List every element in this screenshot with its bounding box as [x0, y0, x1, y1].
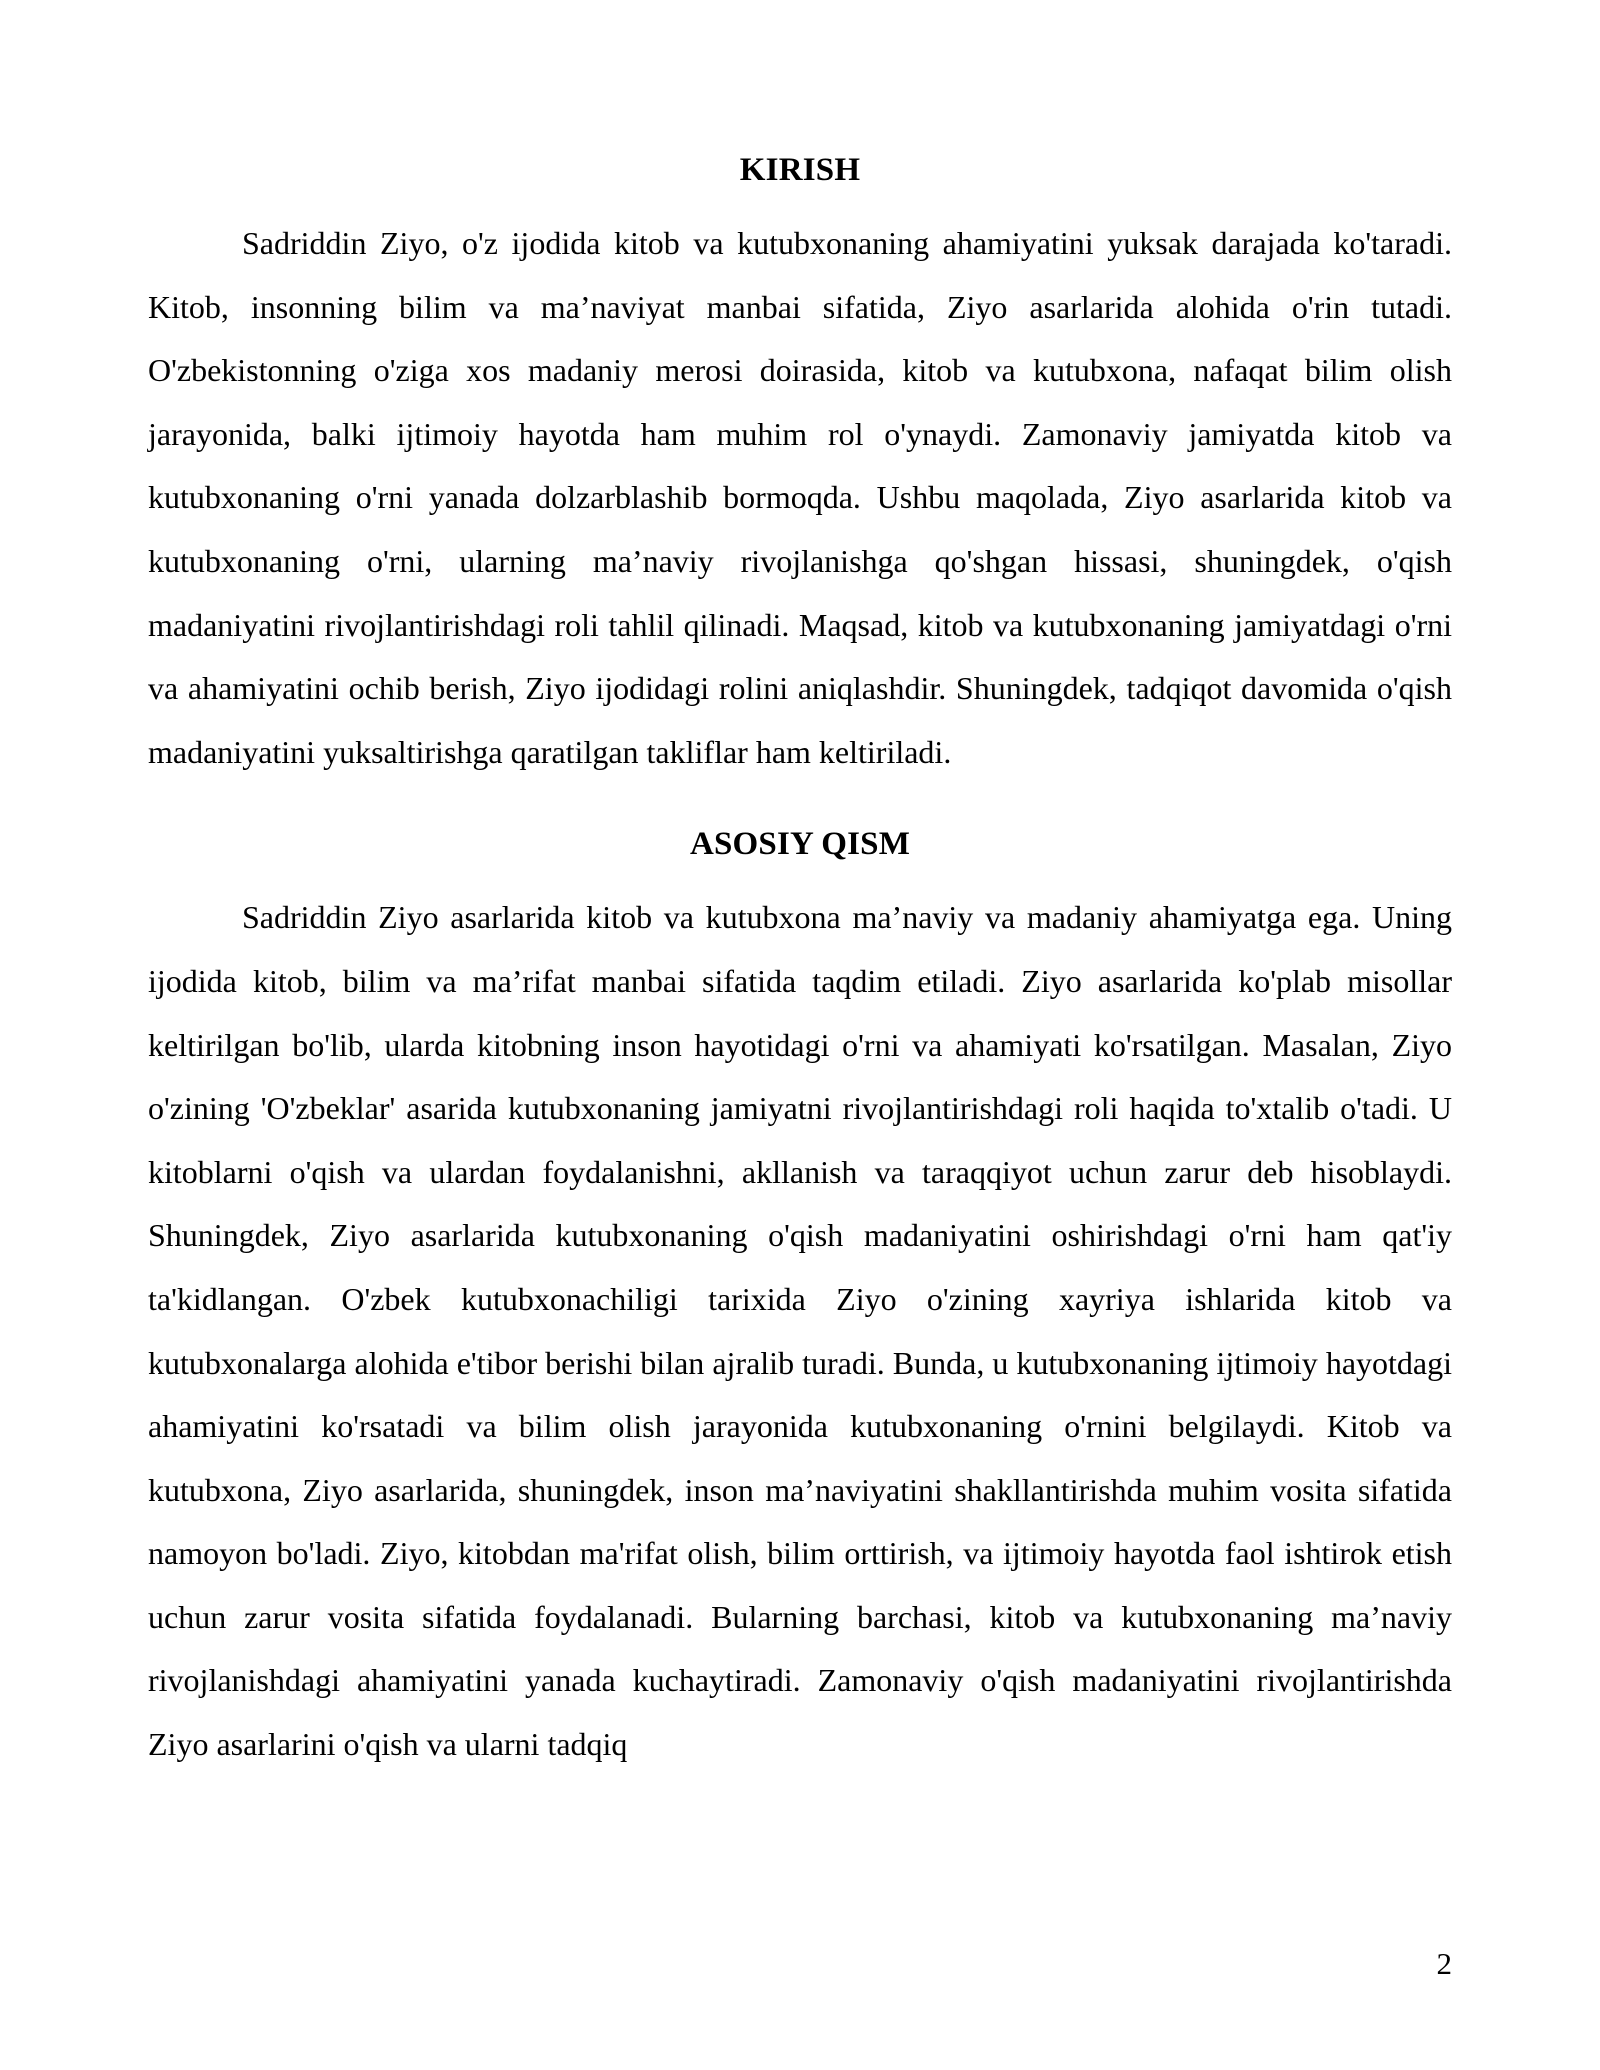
section-heading-kirish: KIRISH [739, 152, 861, 188]
document-page [148, 148, 1452, 1777]
section-heading-asosiy-qism: ASOSIY QISM [689, 826, 911, 863]
asosiy-qism-paragraph: Sadriddin Ziyo asarlarida kitob va kutubxona ma’naviy va madaniy ahamiyatga ega. Uning ijodida kitob, bilim va ma’rifat manbai sifatida taqdim etiladi. Ziyo asarlarida ko'plab misollar keltirilgan bo'lib, ularda kitobning inson hayotidagi o'rni va ahamiyati ko'rsatilgan. Masalan, Ziyo o'zining 'O'zbeklar' asarida kutubxonaning jamiyatni rivojlantirishdagi roli haqida to'xtalib o'tadi. U kitoblarni o'qish va ulardan foydalanishni, akllanish va taraqqiyot uchun zarur deb hisoblaydi. Shuningdek, Ziyo asarlarida kutubxonaning o'qish madaniyatini oshirishdagi o'rni ham qat'iy ta'kidlangan. O'zbek kutubxonachiligi tarixida Ziyo o'zining xayriya ishlarida kitob va kutubxonalarga alohida e'tibor berishi bilan ajralib turadi. Bunda, u kutubxonaning ijtimoiy hayotdagi ahamiyatini ko'rsatadi va bilim olish jarayonida kutubxonaning o'rnini belgilaydi. Kitob va kutubxona, Ziyo asarlarida, shuningdek, inson ma’naviyatini shakllantirishda muhim vosita sifatida namoyon bo'ladi. Ziyo, kitobdan ma'rifat olish, bilim orttirish, va ijtimoiy hayotda faol ishtirok etish uchun zarur vosita sifatida foydalanadi. Bularning barchasi, kitob va kutubxonaning ma’naviy rivojlanishdagi ahamiyatini yanada kuchaytiradi. Zamonaviy o'qish madaniyatini rivojlantirishda Ziyo asarlarini o'qish va ularni tadqiq [148, 899, 1452, 1763]
page-number: 2 [1436, 1946, 1452, 1981]
kirish-paragraph: Sadriddin Ziyo, o'z ijodida kitob va kutubxonaning ahamiyatini yuksak darajada ko'taradi. Kitob, insonning bilim va ma’naviyat manbai sifatida, Ziyo asarlarida alohida o'rin tutadi. O'zbekistonning o'ziga xos madaniy merosi doirasida, kitob va kutubxona, nafaqat bilim olish jarayonida, balki ijtimoiy hayotda ham muhim rol o'ynaydi. Zamonaviy jamiyatda kitob va kutubxonaning o'rni yanada dolzarblashib bormoqda. Ushbu maqolada, Ziyo asarlarida kitob va kutubxonaning o'rni, ularning ma’naviy rivojlanishga qo'shgan hissasi, shuningdek, o'qish madaniyatini rivojlantirishdagi roli tahlil qilinadi. Maqsad, kitob va kutubxonaning jamiyatdagi o'rni va ahamiyatini ochib berish, Ziyo ijodidagi rolini aniqlashdir. Shuningdek, tadqiqot davomida o'qish madaniyatini yuksaltirishga qaratilgan takliflar ham keltiriladi. [148, 225, 1452, 770]
